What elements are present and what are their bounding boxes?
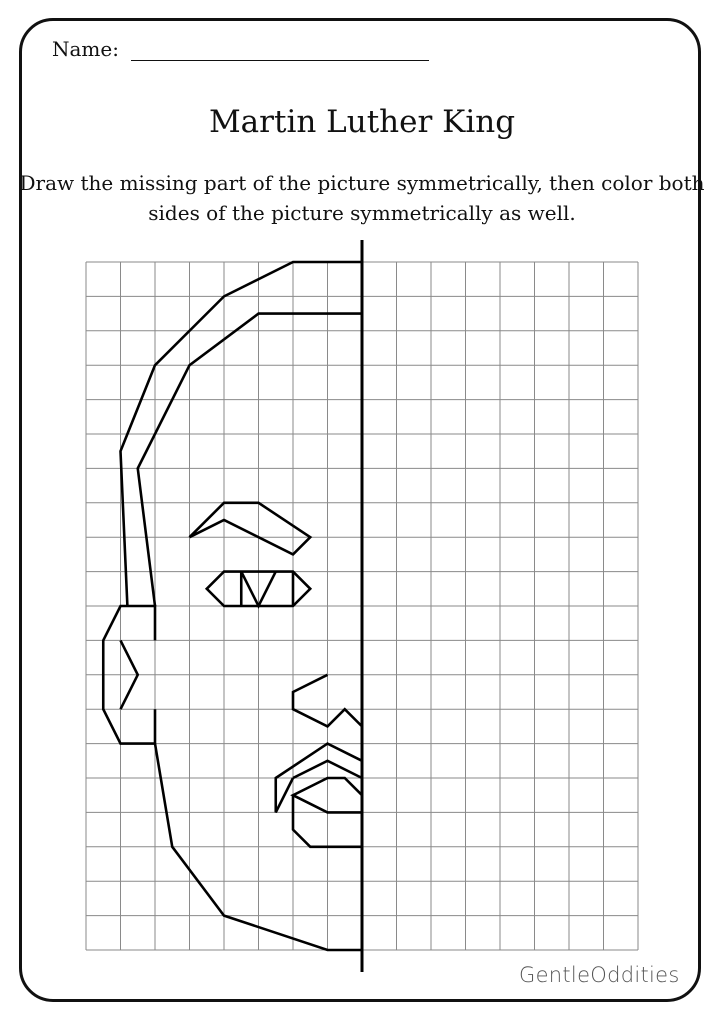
instructions-text: Draw the missing part of the picture symmetrically, then color both sides of the picture symmetrically as well. [19, 171, 705, 225]
brand-logo: GentleOddities [519, 963, 680, 987]
name-label: Name: [52, 37, 119, 61]
page-title: Martin Luther King [208, 104, 516, 140]
